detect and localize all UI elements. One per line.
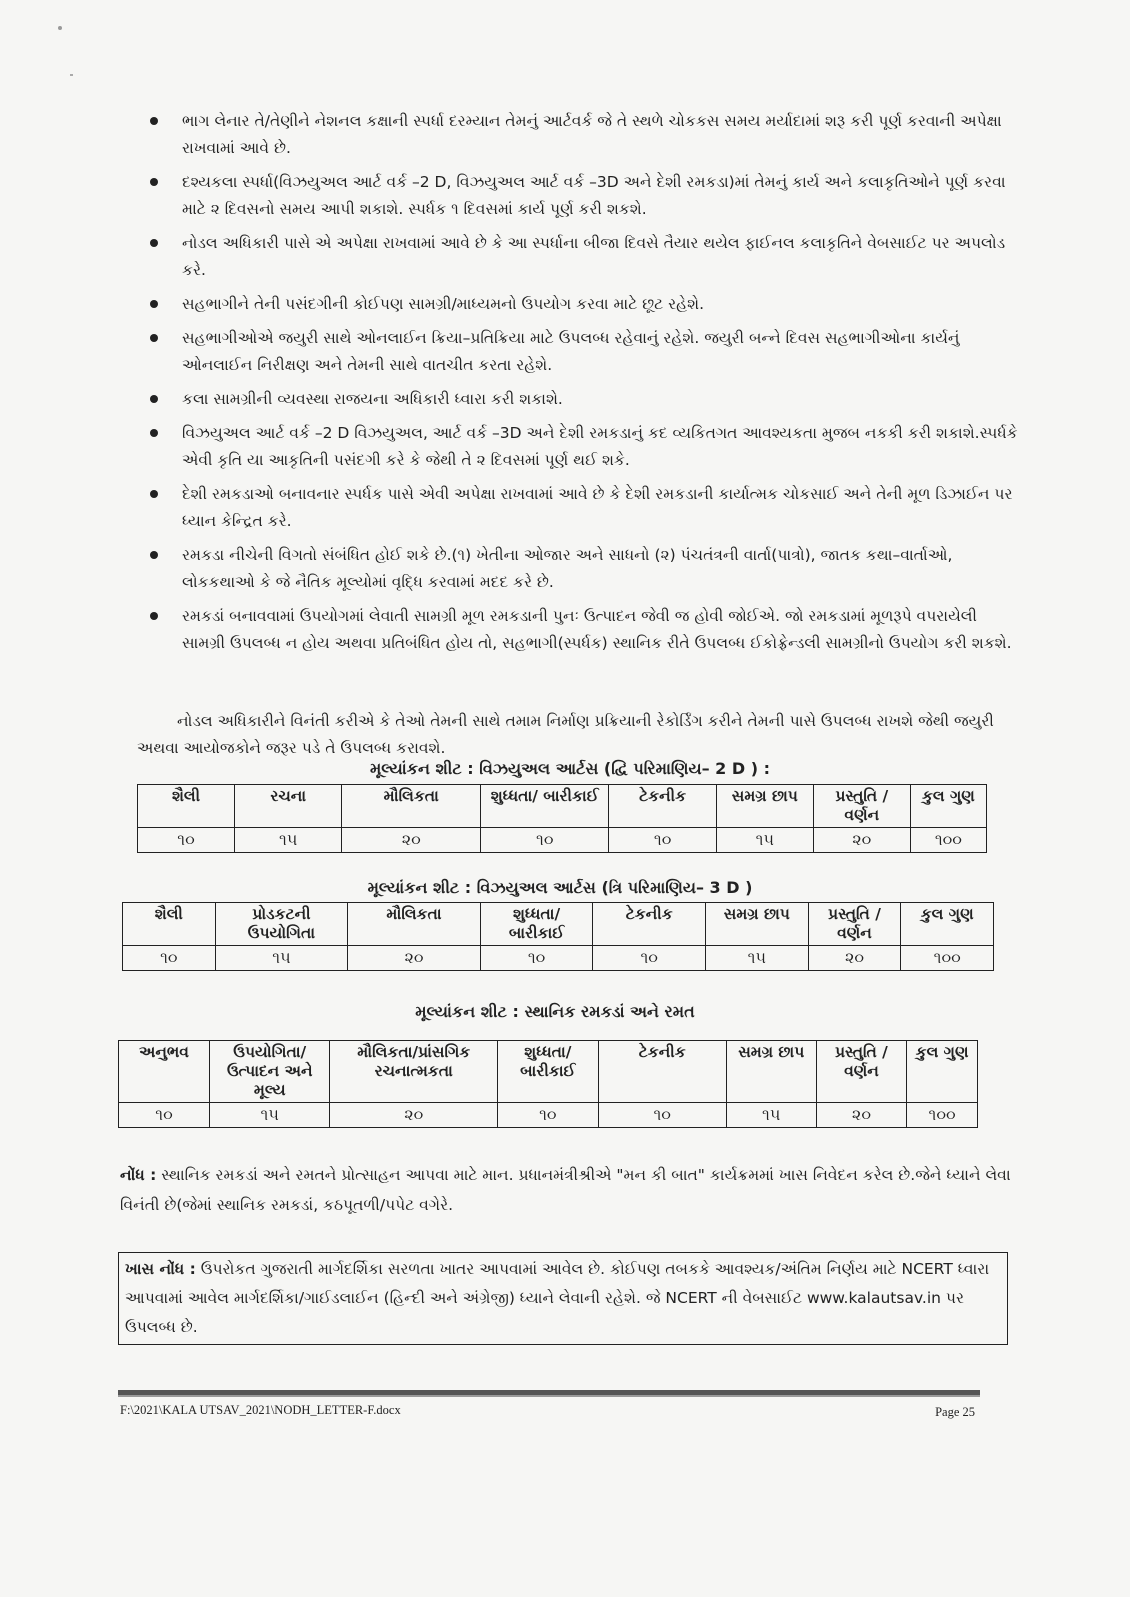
table-header-cell: સમગ્ર છાપ	[706, 903, 809, 946]
table-cell: ૧૦	[497, 1103, 598, 1128]
table-header-cell: ટેકનીક	[598, 1041, 726, 1103]
table-header-cell: શુધ્ધતા/ બારીકાઈ	[497, 1041, 598, 1103]
table-cell: ૧૦૦	[907, 1103, 978, 1128]
bullet-item	[150, 291, 1020, 318]
bullet-dot-icon	[150, 490, 158, 498]
table-header-cell: અનુભવ	[119, 1041, 210, 1103]
bullet-item	[150, 386, 1020, 413]
bullet-dot-icon	[150, 117, 158, 125]
table-header-row	[123, 903, 994, 946]
table-header-cell: શૈલી	[138, 785, 235, 828]
table-header-cell: ટેકનીક	[609, 785, 716, 828]
bullet-list	[150, 108, 1020, 664]
table-cell: ૧૦	[480, 946, 593, 971]
table-cell: ૧૦	[598, 1103, 726, 1128]
table-header-row	[119, 1041, 978, 1103]
bullet-text: સહભાગીને તેની પસંદગીની કોઈપણ સામગ્રી/માધ્યમનો ઉપયોગ કરવા માટે છૂટ રહેશે.	[182, 295, 704, 313]
scan-speck	[70, 74, 73, 76]
bullet-item	[150, 325, 1020, 379]
table-cell: ૨૦	[330, 1103, 498, 1128]
table1-caption: મૂલ્યાંકન શીટ : વિઝયુઅલ આર્ટસ (દ્વિ પરિમાણિય– 2 D ) :	[370, 759, 770, 778]
table-header-row	[138, 785, 987, 828]
table-cell: ૧૦	[138, 828, 235, 853]
table-cell: ૧૫	[209, 1103, 330, 1128]
table-row	[138, 828, 987, 853]
footer-file-path: F:\2021\KALA UTSAV_2021\NODH_LETTER-F.docx	[120, 1403, 401, 1417]
table-header-cell: મૌલિકતા/પ્રાંસગિક રચનાત્મકતા	[330, 1041, 498, 1103]
bullet-dot-icon	[150, 429, 158, 437]
bullet-item	[150, 108, 1020, 162]
table-cell: ૧૦૦	[901, 946, 994, 971]
bullet-dot-icon	[150, 239, 158, 247]
table-cell: ૧૦૦	[910, 828, 986, 853]
table-header-cell: શુધ્ધતા/ બારીકાઈ	[480, 903, 593, 946]
special-note-text: ઉપરોકત ગુજરાતી માર્ગદર્શિકા સરળતા ખાતર આપવામાં આવેલ છે. કોઈપણ તબકકે આવશ્યક/અંતિમ નિર્ણય માટે NCERT ધ્વારા આપવામાં આવેલ માર્ગદર્શિકા/ગાઈડલાઈન (હિન્દી અને અંગ્રેજી) ધ્યાને લેવાની રહેશે. જે NCERT ની વેબસાઈટ www.kalautsav.in પર ઉપલબ્ધ છે.	[125, 1260, 990, 1336]
bullet-dot-icon	[150, 551, 158, 559]
bullet-text: દેશી રમકડાઓ બનાવનાર સ્પર્ધક પાસે એવી અપેક્ષા રાખવામાં આવે છે કે દેશી રમકડાની કાર્યાત્મક ચોકસાઈ અને તેની મૂળ ડિઝાઈન પર ધ્યાન કેન્દ્રિત કરે.	[182, 485, 1013, 530]
table-cell: ૨૦	[816, 1103, 906, 1128]
table-row	[123, 946, 994, 971]
bullet-text: વિઝયુઅલ આર્ટ વર્ક –2 D વિઝયુઅલ, આર્ટ વર્ક –3D અને દેશી રમકડાનું કદ વ્યકિતગત આવશ્યકતા મુજબ નકકી કરી શકાશે.સ્પર્ધકે એવી કૃતિ યા આકૃતિની પસંદગી કરે કે જેથી તે ૨ દિવસમાં પૂર્ણ થઈ શકે.	[182, 424, 1018, 469]
table-header-cell: મૌલિકતા	[342, 785, 481, 828]
bullet-item	[150, 169, 1020, 223]
bullet-text: ભાગ લેનાર તે/તેણીને નેશનલ કક્ષાની સ્પર્ધા દરમ્યાન તેમનું આર્ટવર્ક જે તે સ્થળે ચોકકસ સમય મર્યાદામાં શરૂ કરી પૂર્ણ કરવાની અપેક્ષા રાખવામાં આવે છે.	[182, 112, 1002, 157]
scan-speck	[58, 26, 62, 30]
table-header-cell: શૈલી	[123, 903, 216, 946]
nodal-officer-paragraph	[137, 708, 1017, 762]
paragraph-text: નોડલ અધિકારીને વિનંતી કરીએ કે તેઓ તેમની સાથે તમામ નિર્માણ પ્રક્રિયાની રેકોર્ડિંગ કરીને તેમની પાસે ઉપલબ્ધ રાખશે જેથી જયુરી અથવા આયોજકોને જરૂર પડે તે ઉપલબ્ધ કરાવશે.	[137, 712, 994, 757]
table-header-cell: પ્રોડકટની ઉપયોગિતા	[215, 903, 348, 946]
bullet-dot-icon	[150, 334, 158, 342]
table-cell: ૧૦	[481, 828, 609, 853]
table-header-cell: પ્રસ્તુતિ /વર્ણન	[808, 903, 901, 946]
special-note-label: ખાસ નોંધ :	[125, 1260, 196, 1278]
bullet-text: રમકડાં બનાવવામાં ઉપયોગમાં લેવાતી સામગ્રી મૂળ રમકડાની પુનઃ ઉત્પાદન જેવી જ હોવી જોઈએ. જો રમકડામાં મૂળરૂપે વપરાયેલી સામગ્રી ઉપલબ્ધ ન હોય અથવા પ્રતિબંધિત હોય તો, સહભાગી(સ્પર્ધક) સ્થાનિક રીતે ઉપલબ્ધ ઈકોફ્રેન્ડલી સામગ્રીનો ઉપયોગ કરી શકશે.	[182, 607, 1012, 652]
footer-divider	[118, 1390, 980, 1397]
special-note-box	[118, 1252, 1008, 1345]
table2-caption: મૂલ્યાંકન શીટ : વિઝયુઅલ આર્ટસ (ત્રિ પરિમાણિય– 3 D )	[367, 878, 753, 897]
table-cell: ૧૫	[234, 828, 341, 853]
table-cell: ૧૦	[609, 828, 716, 853]
table-cell: ૧૫	[215, 946, 348, 971]
table-header-cell: સમગ્ર છાપ	[716, 785, 813, 828]
table-cell: ૧૦	[593, 946, 706, 971]
table-cell: ૧૫	[706, 946, 809, 971]
table-header-cell: ટેકનીક	[593, 903, 706, 946]
table-header-cell: કુલ ગુણ	[901, 903, 994, 946]
note-label: નોંધ :	[120, 1166, 157, 1184]
table-cell: ૨૦	[813, 828, 910, 853]
bullet-text: સહભાગીઓએ જયુરી સાથે ઓનલાઈન ક્રિયા–પ્રતિક્રિયા માટે ઉપલબ્ધ રહેવાનું રહેશે. જયુરી બન્ને દિવસ સહભાગીઓના કાર્યનું ઓનલાઈન નિરીક્ષણ અને તેમની સાથે વાતચીત કરતા રહેશે.	[182, 329, 960, 374]
bullet-item	[150, 542, 1020, 596]
bullet-text: નોડલ અધિકારી પાસે એ અપેક્ષા રાખવામાં આવે છે કે આ સ્પર્ધાના બીજા દિવસે તૈયાર થયેલ ફાઈનલ કલાકૃતિને વેબસાઈટ પર અપલોડ કરે.	[182, 234, 1006, 279]
table-header-cell: મૌલિકતા	[348, 903, 481, 946]
bullet-text: રમકડા નીચેની વિગતો સંબંધિત હોઈ શકે છે.(૧) ખેતીના ઓજાર અને સાધનો (૨) પંચતંત્રની વાર્તા(પાત્રો), જાતક કથા–વાર્તાઓ, લોકકથાઓ કે જે નૈતિક મૂલ્યોમાં વૃદ્ધિ કરવામાં મદદ કરે છે.	[182, 546, 953, 591]
table-cell: ૧૦	[123, 946, 216, 971]
bullet-dot-icon	[150, 395, 158, 403]
table-header-cell: શુધ્ધતા/ બારીકાઈ	[481, 785, 609, 828]
table-header-cell: રચના	[234, 785, 341, 828]
table3-caption: મૂલ્યાંકન શીટ : સ્થાનિક રમકડાં અને રમત	[415, 1002, 695, 1021]
table-header-cell: પ્રસ્તુતિ /વર્ણન	[816, 1041, 906, 1103]
bullet-text: કલા સામગ્રીની વ્યવસ્થા રાજયના અધિકારી ધ્વારા કરી શકાશે.	[182, 390, 563, 408]
bullet-item	[150, 603, 1020, 657]
table-row	[119, 1103, 978, 1128]
table-header-cell: સમગ્ર છાપ	[726, 1041, 816, 1103]
bullet-dot-icon	[150, 178, 158, 186]
table-header-cell: ઉપયોગિતા/ ઉત્પાદન અને મૂલ્ય	[209, 1041, 330, 1103]
table-cell: ૧૦	[119, 1103, 210, 1128]
bullet-dot-icon	[150, 612, 158, 620]
bullet-item	[150, 420, 1020, 474]
table2-3d-evaluation	[122, 902, 994, 971]
table-header-cell: કુલ ગુણ	[907, 1041, 978, 1103]
table-header-cell: કુલ ગુણ	[910, 785, 986, 828]
note-paragraph	[120, 1160, 1020, 1220]
table-cell: ૧૫	[726, 1103, 816, 1128]
table-cell: ૨૦	[808, 946, 901, 971]
bullet-item	[150, 230, 1020, 284]
table-cell: ૨૦	[342, 828, 481, 853]
table-cell: ૨૦	[348, 946, 481, 971]
note-text: સ્થાનિક રમકડાં અને રમતને પ્રોત્સાહન આપવા માટે માન. પ્રધાનમંત્રીશ્રીએ "મન કી બાત" કાર્યક્રમમાં ખાસ નિવેદન કરેલ છે.જેને ધ્યાને લેવા વિનંતી છે(જેમાં સ્થાનિક રમકડાં, કઠપૂતળી/પપેટ વગેરે.	[120, 1166, 1011, 1214]
table-header-cell: પ્રસ્તુતિ /વર્ણન	[813, 785, 910, 828]
bullet-text: દશ્યકલા સ્પર્ધા(વિઝયુઅલ આર્ટ વર્ક –2 D, વિઝયુઅલ આર્ટ વર્ક –3D અને દેશી રમકડા)માં તેમનું કાર્ય અને કલાકૃતિઓને પૂર્ણ કરવા માટે ૨ દિવસનો સમય આપી શકાશે. સ્પર્ધક ૧ દિવસમાં કાર્ય પૂર્ણ કરી શકશે.	[182, 173, 1006, 218]
bullet-item	[150, 481, 1020, 535]
bullet-dot-icon	[150, 300, 158, 308]
footer-page-number: Page 25	[935, 1405, 975, 1419]
table1-2d-evaluation	[137, 784, 987, 853]
table-cell: ૧૫	[716, 828, 813, 853]
table3-toys-evaluation	[118, 1040, 978, 1128]
